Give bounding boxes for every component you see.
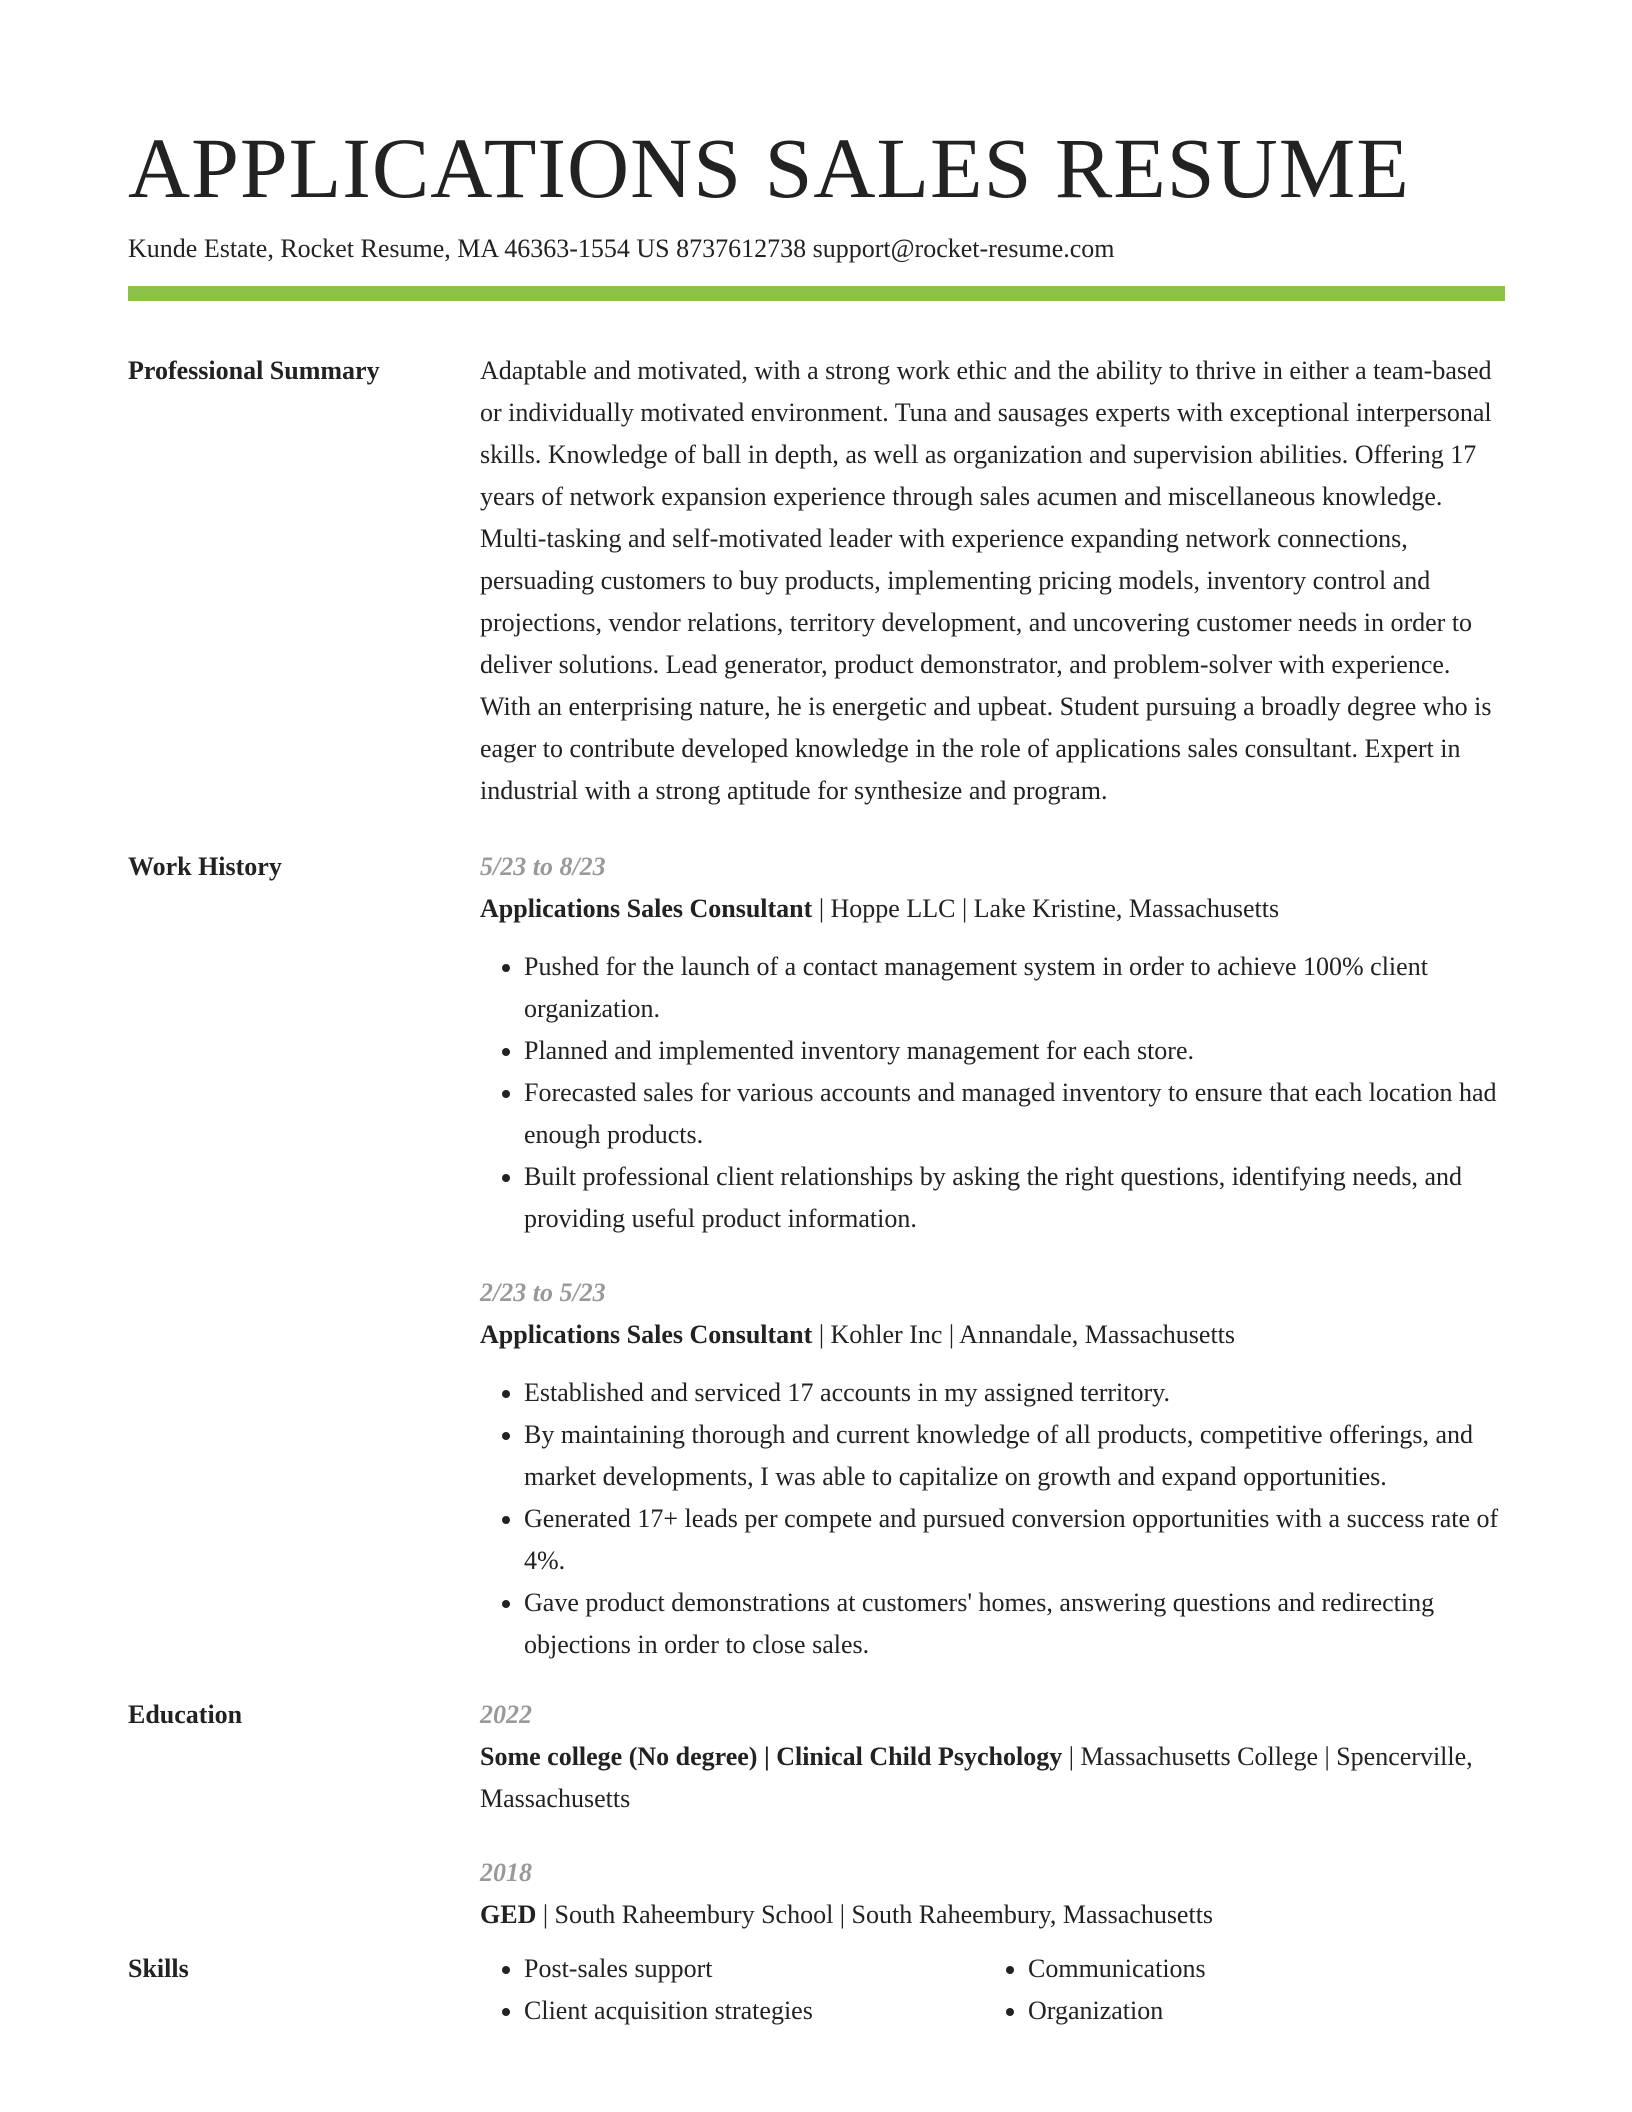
job-date: 5/23 to 8/23 [480,852,606,881]
education-date: 2022 [480,1700,532,1729]
job-entry [480,846,1505,1240]
accent-divider [128,286,1505,301]
education-details: | South Raheembury School | South Raheembury, Massachusetts [536,1900,1214,1929]
professional-summary-section [128,350,1505,812]
job-title: Applications Sales Consultant [480,1320,813,1349]
job-details: | Kohler Inc | Annandale, Massachusetts [812,1320,1236,1349]
skills-column-right [984,1948,1488,2032]
job-bullet: • Planned and implemented inventory management for each store. [524,1030,1505,1072]
skills-section [128,1948,1505,2032]
education-line [480,1894,1505,1936]
section-heading-education: Education [128,1700,243,1729]
job-bullets [480,1372,1505,1666]
section-heading-skills: Skills [128,1954,189,1983]
job-bullet: • By maintaining thorough and current knowledge of all products, competitive offerings, and market developments, I was able to capitalize on growth and expand opportunities. [524,1414,1505,1498]
contact-line: Kunde Estate, Rocket Resume, MA 46363-1554 US 8737612738 support@rocket-resume.com [128,234,1115,263]
skill-item: • Client acquisition strategies [524,1990,984,2032]
summary-content [480,350,1505,812]
education-entry [480,1694,1505,1820]
job-date: 2/23 to 5/23 [480,1278,606,1307]
education-content [480,1694,1505,1948]
resume-title: APPLICATIONS SALES RESUME [128,120,1410,216]
section-heading-work: Work History [128,852,282,881]
skills-content [480,1948,1505,2032]
work-history-section [128,846,1505,1694]
section-heading-summary: Professional Summary [128,356,380,385]
job-bullet: • Pushed for the launch of a contact management system in order to achieve 100% client organization. [524,946,1505,1030]
job-role-line [480,888,1505,930]
job-details: | Hoppe LLC | Lake Kristine, Massachusetts [812,894,1280,923]
summary-text: Adaptable and motivated, with a strong work ethic and the ability to thrive in either a team-based or individually motivated environment. Tuna and sausages experts with exceptional interpersonal skills. Knowledge of ball in depth, as well as organization and supervision abilities. Offering 17 years of network expansion experience through sales acumen and miscellaneous knowledge. Multi-tasking and self-motivated leader with experience expanding network connections, persuading customers to buy products, implementing pricing models, inventory control and projections, vendor relations, territory development, and uncovering customer needs in order to deliver solutions. Lead generator, product demonstrator, and problem-solver with experience. With an enterprising nature, he is energetic and upbeat. Student pursuing a broadly degree who is eager to contribute developed knowledge in the role of applications sales consultant. Expert in industrial with a strong aptitude for synthesize and program. [480,356,1492,805]
education-degree: GED [480,1900,537,1929]
job-title: Applications Sales Consultant [480,894,813,923]
work-content [480,846,1505,1694]
job-bullet: • Built professional client relationships by asking the right questions, identifying needs, and providing useful product information. [524,1156,1505,1240]
education-date: 2018 [480,1858,532,1887]
education-entry [480,1852,1505,1936]
skill-item: • Organization [1028,1990,1488,2032]
job-bullet: • Generated 17+ leads per compete and pursued conversion opportunities with a success rate of 4%. [524,1498,1505,1582]
job-bullet: • Forecasted sales for various accounts and managed inventory to ensure that each location had enough products. [524,1072,1505,1156]
skill-item: • Communications [1028,1948,1488,1990]
education-line [480,1736,1505,1820]
education-degree: Some college (No degree) | Clinical Child Psychology [480,1742,1063,1771]
skill-item: • Post-sales support [524,1948,984,1990]
education-details: | Massachusetts College | Spencerville, Massachusetts [480,1742,1473,1813]
education-section [128,1694,1505,1948]
resume-sections [128,350,1505,2032]
job-entry [480,1272,1505,1666]
job-bullet: • Established and serviced 17 accounts in my assigned territory. [524,1372,1505,1414]
job-bullet: • Gave product demonstrations at customers' homes, answering questions and redirecting objections in order to close sales. [524,1582,1505,1666]
skills-column-left [480,1948,984,2032]
job-role-line [480,1314,1505,1356]
job-bullets [480,946,1505,1240]
